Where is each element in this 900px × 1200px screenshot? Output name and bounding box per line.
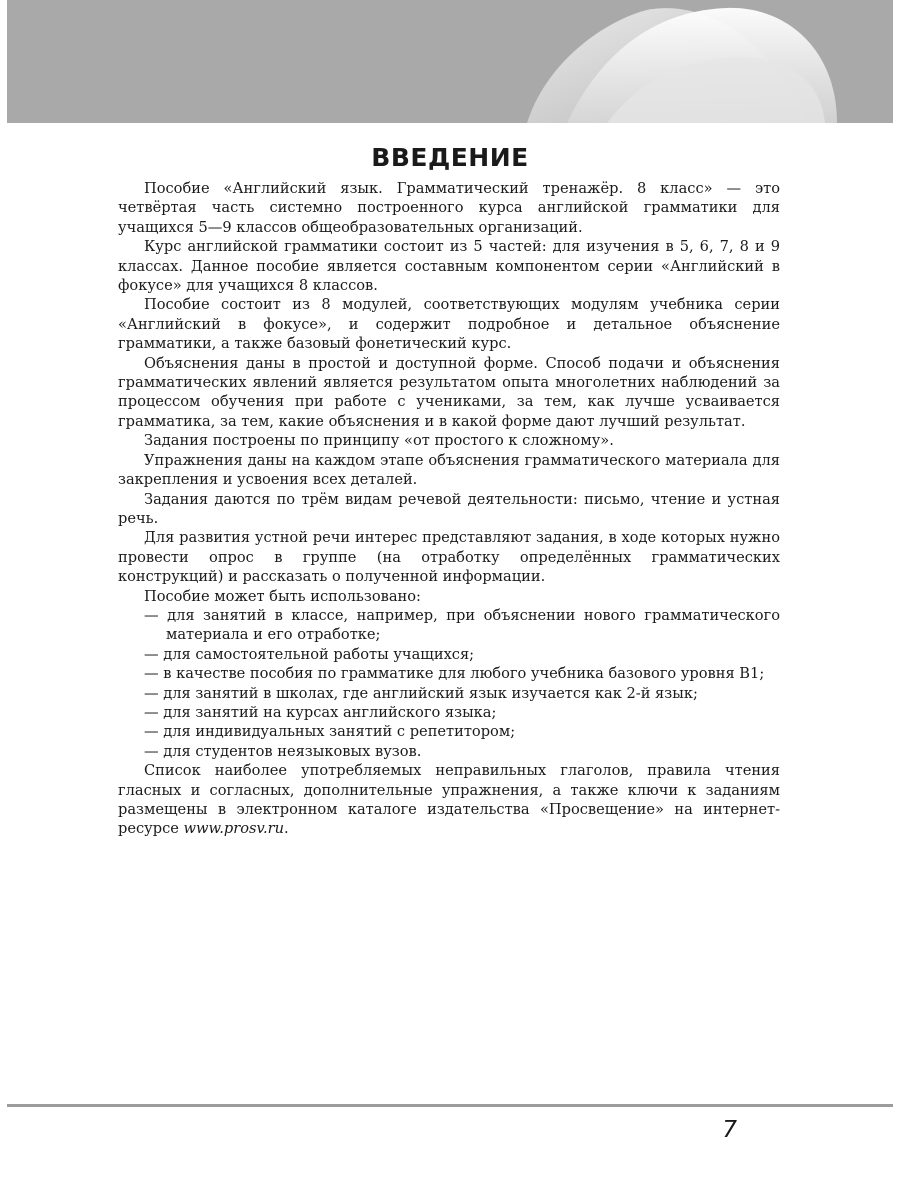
list-item: — для самостоятельной работы учащихся; (118, 645, 780, 664)
final-paragraph (118, 761, 780, 839)
paragraph: Пособие «Английский язык. Грамматический тренажёр. 8 класс» — это четвёртая часть системно построенного курса английской грамматики для учащихся 5—9 классов общеобразовательных организаций. (118, 180, 780, 236)
paragraph: Пособие состоит из 8 модулей, соответствующих модулям учебника серии «Английский в фокусе», и содержит подробное и детальное объяснение грамматики, а также базовый фонетический курс. (118, 296, 780, 353)
list-item: — для индивидуальных занятий с репетитором; (118, 722, 780, 741)
paragraph: Упражнения даны на каждом этапе объяснения грамматического материала для закрепления и усвоения всех деталей. (118, 451, 780, 489)
decorative-petal-graphic (7, 0, 893, 123)
paragraph: Пособие может быть использовано: (144, 587, 421, 605)
paragraph: Объяснения даны в простой и доступной форме. Способ подачи и объяснения грамматических явлений является результатом опыта многолетних наблюдений за процессом обучения при работе с учениками, за тем, как лучше усваивается грамматика, за тем, какие объяснения и в какой форме дают лучший результат. (118, 354, 780, 430)
final-paragraph-end: . (284, 820, 289, 838)
bottom-divider (7, 1104, 893, 1107)
page-number: 7 (722, 1117, 737, 1143)
paragraph: Задания даются по трём видам речевой деятельности: письмо, чтение и устная речь. (118, 490, 780, 527)
list-item: — для занятий на курсах английского языка; (118, 703, 780, 722)
usage-list (118, 606, 780, 761)
final-paragraph-text: Список наиболее употребляемых неправильных глаголов, правила чтения гласных и согласных, дополнительные упражнения, а также ключи к заданиям размещены в электронном каталоге издательства «Просвещение» на интернет-ресурсе (118, 762, 780, 838)
page-title: ВВЕДЕНИЕ (371, 143, 529, 172)
paragraph: Для развития устной речи интерес представляют задания, в ходе которых нужно провести опрос в группе (на отработку определённых грамматических конструкций) и рассказать о полученной информации. (118, 529, 780, 586)
list-item: — для занятий в школах, где английский язык изучается как 2-й язык; (118, 684, 780, 703)
paragraph: Курс английской грамматики состоит из 5 частей: для изучения в 5, 6, 7, 8 и 9 классах. Данное пособие является составным компонентом серии «Английский в фокусе» для учащихся 8 классов. (118, 238, 780, 295)
paragraph: Задания построены по принципу «от простого к сложному». (144, 432, 614, 450)
list-item: — в качестве пособия по грамматике для любого учебника базового уровня B1; (118, 664, 780, 683)
header-band (7, 0, 893, 123)
body-text (118, 179, 780, 839)
list-item: — для студентов неязыковых вузов. (118, 742, 780, 761)
list-item: — для занятий в классе, например, при объяснении нового грамматического материала и его отработке; (118, 606, 780, 645)
website-link[interactable]: www.prosv.ru (183, 820, 285, 838)
